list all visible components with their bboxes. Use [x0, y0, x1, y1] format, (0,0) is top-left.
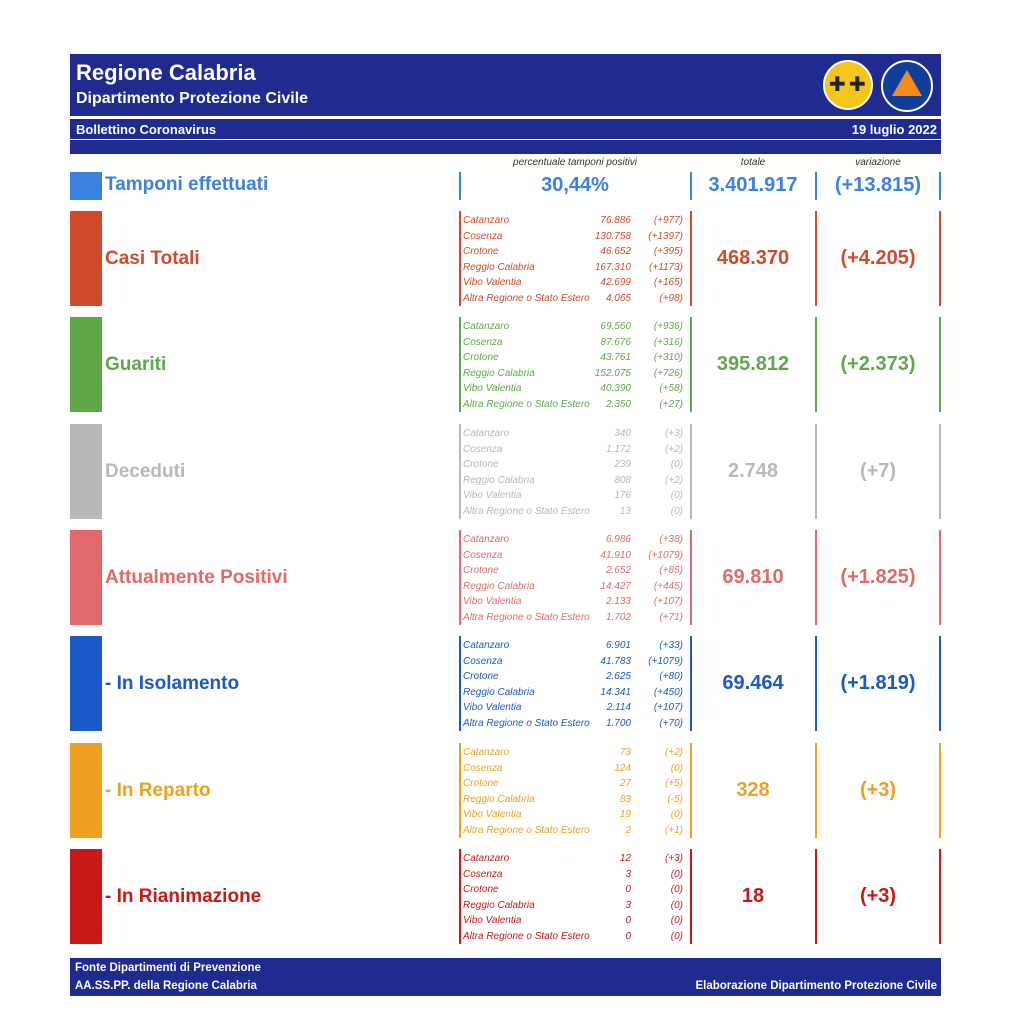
section-divider	[690, 849, 692, 944]
section-variation: (+3)	[859, 779, 897, 801]
district-value: 41.910	[600, 549, 631, 561]
col-head-variation: variazione	[855, 157, 901, 168]
district-delta: (0)	[670, 459, 683, 470]
district-row	[463, 350, 689, 366]
tamponi-swatch	[70, 172, 102, 200]
district-name: Cosenza	[463, 336, 503, 348]
district-value: 12	[619, 853, 631, 864]
section-swatch	[70, 317, 102, 412]
district-name: Crotone	[463, 778, 499, 789]
district-value: 19	[619, 809, 631, 820]
district-row	[463, 244, 689, 260]
district-delta: (+1397)	[648, 230, 683, 242]
section-label: Attualmente Positivi	[105, 567, 288, 588]
district-value: 43.761	[600, 352, 631, 363]
district-breakdown	[463, 426, 689, 521]
bulletin-date: 19 luglio 2022	[851, 122, 937, 137]
section-swatch	[70, 424, 102, 519]
district-row	[463, 426, 689, 442]
district-row	[463, 913, 689, 929]
district-value: 4.065	[605, 292, 631, 304]
header-bar	[70, 54, 941, 116]
district-name: Catanzaro	[463, 428, 510, 439]
district-delta: (0)	[670, 884, 683, 895]
district-row	[463, 867, 689, 883]
section-label: Guariti	[105, 354, 167, 375]
district-delta: (+726)	[653, 367, 683, 379]
district-delta: (+1173)	[648, 261, 683, 273]
district-name: Crotone	[463, 352, 499, 363]
district-value: 2.350	[605, 398, 631, 410]
district-row	[463, 792, 689, 808]
tamponi-percent: 30,44%	[541, 174, 609, 196]
district-name: Cosenza	[463, 230, 503, 242]
district-row	[463, 457, 689, 473]
footer-bar	[70, 958, 941, 996]
district-name: Reggio Calabria	[463, 367, 535, 379]
district-delta: (0)	[670, 915, 683, 926]
district-row	[463, 397, 689, 413]
district-value: 6.901	[605, 640, 631, 651]
section-variation: (+4.205)	[840, 247, 916, 269]
tamponi-divider	[939, 172, 941, 200]
district-name: Vibo Valentia	[463, 809, 522, 820]
district-name: Vibo Valentia	[463, 383, 522, 394]
district-name: Altra Regione o Stato Estero	[463, 292, 590, 304]
district-delta: (+85)	[659, 565, 683, 576]
district-row	[463, 610, 689, 626]
district-row	[463, 654, 689, 670]
section-label: - In Isolamento	[105, 673, 240, 694]
district-row	[463, 716, 689, 732]
section-swatch	[70, 211, 102, 306]
tamponi-label: Tamponi effettuati	[105, 174, 269, 195]
section-divider	[690, 211, 692, 306]
district-name: Altra Regione o Stato Estero	[463, 930, 590, 942]
district-delta: (+310)	[653, 352, 683, 363]
district-row	[463, 929, 689, 945]
district-value: 0	[625, 915, 631, 926]
district-name: Crotone	[463, 246, 499, 257]
district-value: 2.625	[605, 671, 631, 682]
district-delta: (+58)	[659, 383, 683, 394]
district-delta: (+2)	[664, 747, 683, 758]
district-name: Altra Regione o Stato Estero	[463, 717, 590, 729]
district-breakdown	[463, 532, 689, 627]
district-value: 2.133	[605, 596, 631, 607]
district-row	[463, 745, 689, 761]
district-value: 1.172	[605, 443, 631, 455]
district-delta: (+33)	[659, 640, 683, 651]
district-value: 27	[619, 778, 631, 789]
district-row	[463, 335, 689, 351]
district-delta: (+107)	[653, 596, 683, 607]
section-divider	[939, 317, 941, 412]
section-divider	[939, 211, 941, 306]
district-name: Altra Regione o Stato Estero	[463, 611, 590, 623]
district-row	[463, 548, 689, 564]
district-row	[463, 851, 689, 867]
district-value: 14.427	[600, 580, 631, 592]
district-delta: (+2)	[664, 443, 683, 455]
section-divider	[690, 636, 692, 731]
district-row	[463, 229, 689, 245]
district-row	[463, 366, 689, 382]
district-row	[463, 807, 689, 823]
district-delta: (+450)	[653, 686, 683, 698]
district-delta: (+1)	[664, 824, 683, 836]
district-value: 40.390	[600, 383, 631, 394]
district-value: 130.758	[594, 230, 631, 242]
district-value: 1.702	[605, 611, 631, 623]
section-divider	[690, 317, 692, 412]
district-value: 340	[614, 428, 631, 439]
district-name: Vibo Valentia	[463, 277, 522, 288]
section-total: 395.812	[716, 353, 790, 375]
bulletin-title: Bollettino Coronavirus	[76, 122, 217, 137]
district-delta: (+107)	[653, 702, 683, 713]
protezione-civile-logo-icon	[881, 60, 933, 112]
district-delta: (0)	[670, 899, 683, 911]
district-row	[463, 532, 689, 548]
district-name: Reggio Calabria	[463, 899, 535, 911]
district-value: 0	[625, 884, 631, 895]
district-delta: (0)	[670, 505, 683, 517]
section-variation: (+7)	[859, 460, 897, 482]
section-divider	[939, 424, 941, 519]
section-total: 69.810	[722, 566, 784, 588]
tamponi-divider	[690, 172, 692, 200]
district-delta: (+80)	[659, 671, 683, 682]
district-name: Catanzaro	[463, 640, 510, 651]
district-name: Catanzaro	[463, 853, 510, 864]
district-delta: (+3)	[664, 428, 683, 439]
district-delta: (+1079)	[648, 549, 683, 561]
district-delta: (+2)	[664, 474, 683, 486]
district-delta: (-5)	[667, 793, 683, 805]
district-row	[463, 473, 689, 489]
section-label: - In Reparto	[105, 780, 211, 801]
regione-calabria-logo-icon: ✚ ✚	[823, 60, 873, 110]
district-name: Vibo Valentia	[463, 702, 522, 713]
district-value: 2.652	[605, 565, 631, 576]
district-row	[463, 669, 689, 685]
district-delta: (0)	[670, 930, 683, 942]
section-divider	[939, 530, 941, 625]
district-row	[463, 594, 689, 610]
section-variation: (+1.825)	[840, 566, 916, 588]
district-value: 176	[614, 490, 631, 501]
district-row	[463, 275, 689, 291]
section-divider	[690, 424, 692, 519]
section-variation: (+2.373)	[840, 353, 916, 375]
district-name: Altra Regione o Stato Estero	[463, 824, 590, 836]
section-total: 328	[736, 779, 770, 801]
district-delta: (+977)	[653, 215, 683, 226]
district-value: 808	[614, 474, 631, 486]
section-divider	[459, 530, 461, 625]
district-value: 1.700	[605, 717, 631, 729]
district-name: Altra Regione o Stato Estero	[463, 505, 590, 517]
district-breakdown	[463, 745, 689, 840]
district-row	[463, 638, 689, 654]
section-divider	[690, 530, 692, 625]
district-name: Cosenza	[463, 762, 503, 774]
tamponi-total: 3.401.917	[708, 174, 798, 196]
district-name: Reggio Calabria	[463, 261, 535, 273]
district-value: 69.560	[600, 321, 631, 332]
district-name: Catanzaro	[463, 321, 510, 332]
district-value: 0	[625, 930, 631, 942]
section-variation: (+3)	[859, 885, 897, 907]
district-name: Vibo Valentia	[463, 915, 522, 926]
col-head-total: totale	[740, 157, 766, 168]
district-row	[463, 563, 689, 579]
district-breakdown	[463, 851, 689, 946]
section-divider	[459, 317, 461, 412]
district-delta: (0)	[670, 809, 683, 820]
district-breakdown	[463, 638, 689, 733]
district-name: Reggio Calabria	[463, 793, 535, 805]
district-name: Catanzaro	[463, 747, 510, 758]
section-divider	[690, 743, 692, 838]
district-delta: (+70)	[659, 717, 683, 729]
district-value: 2	[625, 824, 631, 836]
district-delta: (0)	[670, 490, 683, 501]
district-name: Crotone	[463, 459, 499, 470]
section-swatch	[70, 636, 102, 731]
district-value: 167.310	[594, 261, 631, 273]
section-total: 18	[741, 885, 765, 907]
district-row	[463, 488, 689, 504]
section-divider	[939, 636, 941, 731]
district-row	[463, 260, 689, 276]
district-name: Cosenza	[463, 868, 503, 880]
district-value: 14.341	[600, 686, 631, 698]
section-divider	[939, 743, 941, 838]
section-label: Deceduti	[105, 461, 186, 482]
district-name: Cosenza	[463, 443, 503, 455]
district-row	[463, 381, 689, 397]
district-value: 152.075	[594, 367, 631, 379]
district-delta: (+38)	[659, 534, 683, 545]
district-value: 46.652	[600, 246, 631, 257]
district-delta: (+1079)	[648, 655, 683, 667]
district-breakdown	[463, 319, 689, 414]
district-row	[463, 442, 689, 458]
district-delta: (+936)	[653, 321, 683, 332]
district-delta: (+98)	[659, 292, 683, 304]
district-name: Catanzaro	[463, 215, 510, 226]
tamponi-variation: (+13.815)	[834, 174, 922, 196]
district-value: 87.676	[600, 336, 631, 348]
district-row	[463, 823, 689, 839]
section-total: 69.464	[722, 672, 784, 694]
district-value: 124	[614, 762, 631, 774]
district-row	[463, 776, 689, 792]
district-row	[463, 504, 689, 520]
district-value: 42.699	[600, 277, 631, 288]
district-delta: (+71)	[659, 611, 683, 623]
district-name: Reggio Calabria	[463, 580, 535, 592]
district-name: Cosenza	[463, 655, 503, 667]
section-label: - In Rianimazione	[105, 886, 262, 907]
district-name: Crotone	[463, 565, 499, 576]
divider-bar	[70, 140, 941, 154]
footer-credit: Elaborazione Dipartimento Protezione Civile	[695, 980, 937, 992]
district-value: 41.783	[600, 655, 631, 667]
district-value: 3	[625, 868, 631, 880]
district-value: 6.986	[605, 534, 631, 545]
district-row	[463, 579, 689, 595]
section-swatch	[70, 530, 102, 625]
district-value: 83	[619, 793, 631, 805]
bulletin-bar	[70, 118, 941, 139]
district-row	[463, 291, 689, 307]
section-swatch	[70, 849, 102, 944]
section-divider	[459, 211, 461, 306]
section-variation: (+1.819)	[840, 672, 916, 694]
district-delta: (+3)	[664, 853, 683, 864]
section-divider	[459, 849, 461, 944]
section-total: 2.748	[727, 460, 779, 482]
district-delta: (+316)	[653, 336, 683, 348]
section-label: Casi Totali	[105, 248, 200, 269]
tamponi-divider	[459, 172, 461, 200]
district-value: 73	[619, 747, 631, 758]
section-divider	[459, 743, 461, 838]
district-row	[463, 700, 689, 716]
district-delta: (0)	[670, 868, 683, 880]
district-value: 239	[614, 459, 631, 470]
section-divider	[939, 849, 941, 944]
district-breakdown	[463, 213, 689, 308]
district-name: Altra Regione o Stato Estero	[463, 398, 590, 410]
district-value: 76.886	[600, 215, 631, 226]
district-delta: (+27)	[659, 398, 683, 410]
district-delta: (0)	[670, 762, 683, 774]
district-name: Reggio Calabria	[463, 686, 535, 698]
col-head-percent: percentuale tamponi positivi	[513, 157, 637, 168]
district-name: Reggio Calabria	[463, 474, 535, 486]
section-swatch	[70, 743, 102, 838]
district-name: Vibo Valentia	[463, 596, 522, 607]
district-row	[463, 898, 689, 914]
district-value: 13	[619, 505, 631, 517]
district-row	[463, 761, 689, 777]
district-name: Cosenza	[463, 549, 503, 561]
district-delta: (+165)	[653, 277, 683, 288]
district-row	[463, 213, 689, 229]
district-value: 3	[625, 899, 631, 911]
district-delta: (+395)	[653, 246, 683, 257]
district-row	[463, 882, 689, 898]
district-value: 2.114	[606, 702, 631, 713]
district-name: Catanzaro	[463, 534, 510, 545]
district-row	[463, 319, 689, 335]
district-name: Vibo Valentia	[463, 490, 522, 501]
district-row	[463, 685, 689, 701]
section-total: 468.370	[716, 247, 790, 269]
district-delta: (+5)	[664, 778, 683, 789]
section-divider	[459, 636, 461, 731]
district-name: Crotone	[463, 884, 499, 895]
footer-source-line1: Fonte Dipartimenti di Prevenzione	[75, 962, 261, 974]
region-title: Regione Calabria	[76, 60, 256, 85]
department-subtitle: Dipartimento Protezione Civile	[76, 90, 309, 107]
district-delta: (+445)	[653, 580, 683, 592]
district-name: Crotone	[463, 671, 499, 682]
section-divider	[459, 424, 461, 519]
footer-source-line2: AA.SS.PP. della Regione Calabria	[75, 980, 257, 992]
